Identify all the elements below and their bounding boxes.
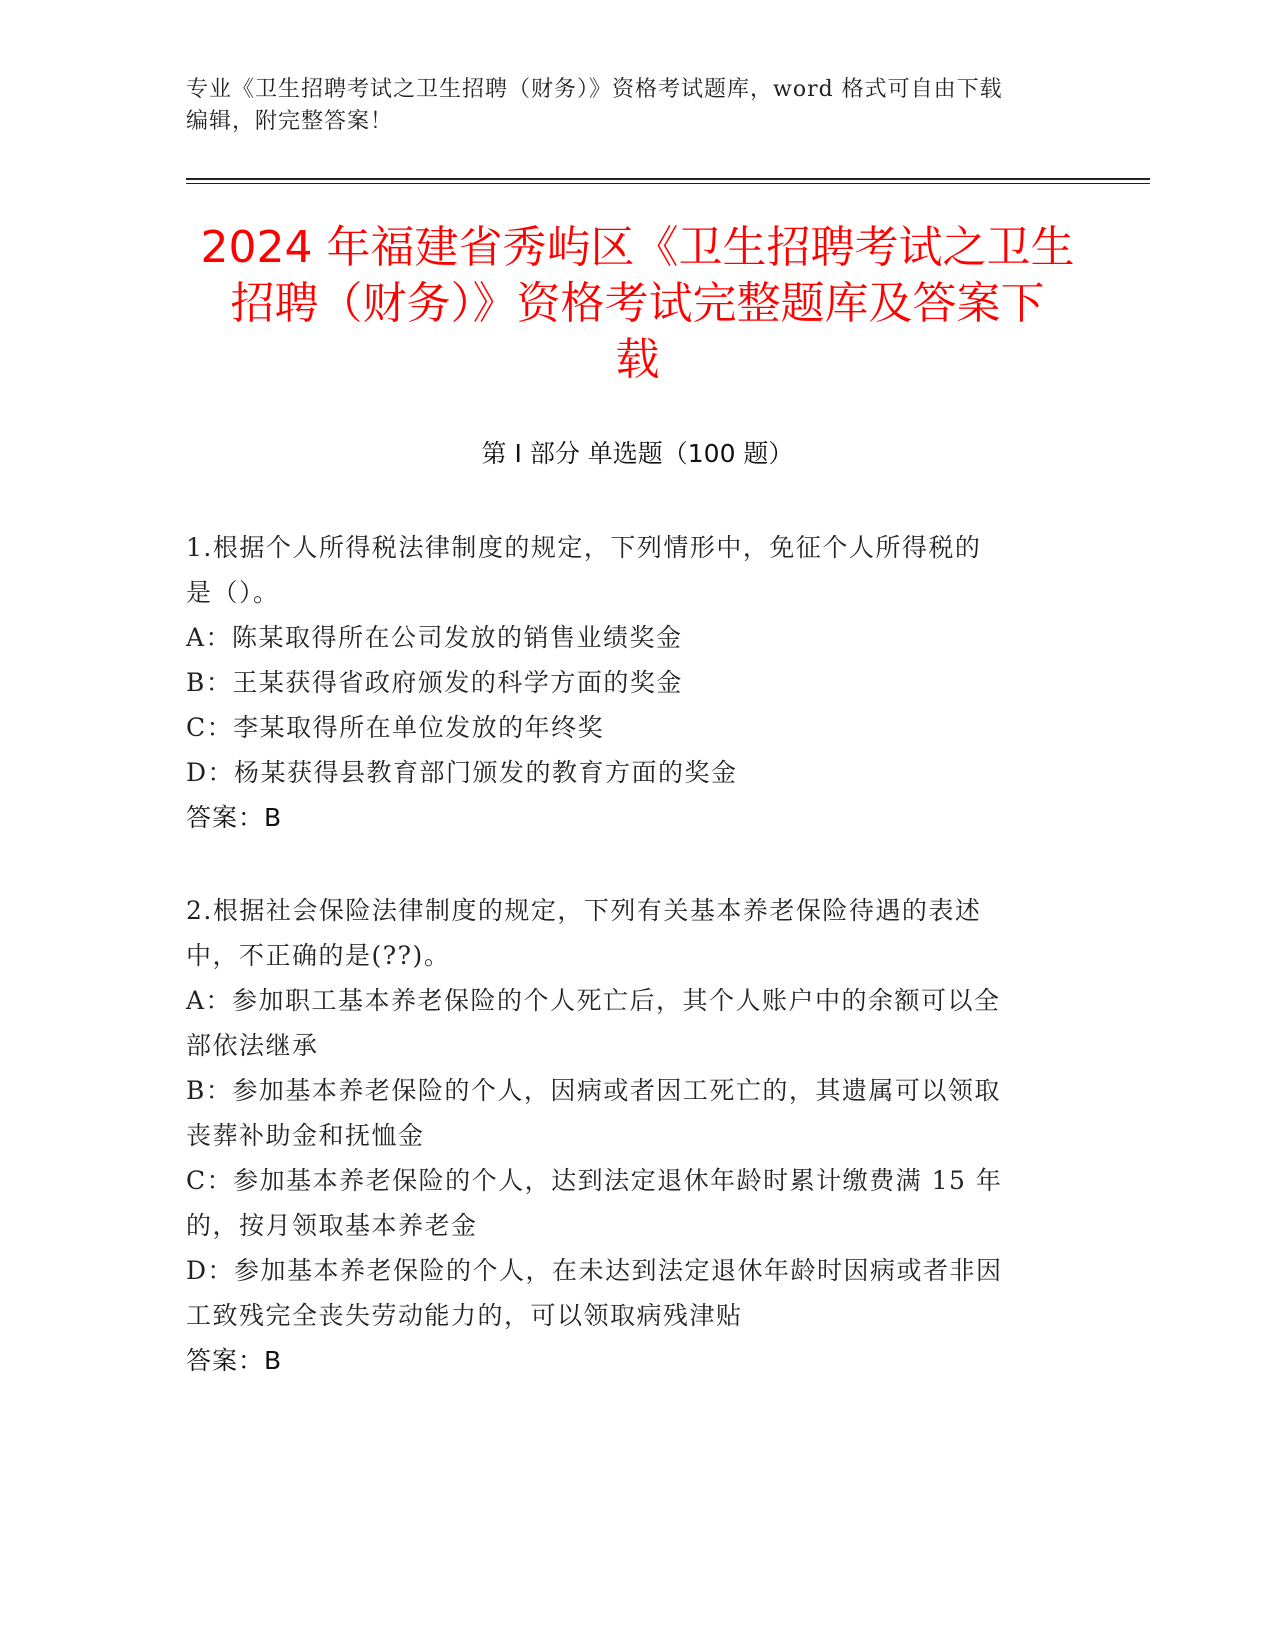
header-divider [186,183,1150,184]
option-a-continued: 部依法继承 [186,1031,319,1060]
option-a: A：陈某取得所在公司发放的销售业绩奖金 [186,623,683,652]
document-title-line: 2024 年福建省秀屿区《卫生招聘考试之卫生 [200,222,1075,273]
option-c: C：参加基本养老保险的个人，达到法定退休年龄时累计缴费满 15 年 [186,1166,1003,1195]
answer-line: 答案：B [186,803,283,832]
option-d: D：参加基本养老保险的个人，在未达到法定退休年龄时因病或者非因 [186,1256,1003,1285]
section-heading: 第 I 部分 单选题（100 题） [481,439,794,468]
option-d: D：杨某获得县教育部门颁发的教育方面的奖金 [186,758,738,787]
question-1 [186,525,1086,840]
header-note-line: 编辑，附完整答案！ [186,109,394,134]
header-note [186,74,1086,138]
question-stem-line: 1.根据个人所得税法律制度的规定，下列情形中，免征个人所得税的 [186,533,982,562]
document-title-line: 招聘（财务）》资格考试完整题库及答案下 [230,278,1045,329]
question-2 [186,888,1086,1383]
option-c-continued: 的，按月领取基本养老金 [186,1211,478,1240]
answer-line: 答案：B [186,1346,283,1375]
option-a: A：参加职工基本养老保险的个人死亡后，其个人账户中的余额可以全 [186,986,1001,1015]
option-d-continued: 工致残完全丧失劳动能力的，可以领取病残津贴 [186,1301,743,1330]
option-b-continued: 丧葬补助金和抚恤金 [186,1121,425,1150]
question-stem-line: 2.根据社会保险法律制度的规定，下列有关基本养老保险待遇的表述 [186,896,982,925]
header-divider [186,178,1150,180]
option-c: C：李某取得所在单位发放的年终奖 [186,713,605,742]
document-title [150,220,1125,388]
question-stem-line: 是（）。 [186,578,280,607]
option-b: B：王某获得省政府颁发的科学方面的奖金 [186,668,683,697]
question-stem-line: 中，不正确的是(??)。 [186,941,451,970]
option-b: B：参加基本养老保险的个人，因病或者因工死亡的，其遗属可以领取 [186,1076,1001,1105]
header-note-line: 专业《卫生招聘考试之卫生招聘（财务）》资格考试题库，word 格式可自由下载 [186,77,1003,102]
document-title-line: 载 [615,334,660,385]
